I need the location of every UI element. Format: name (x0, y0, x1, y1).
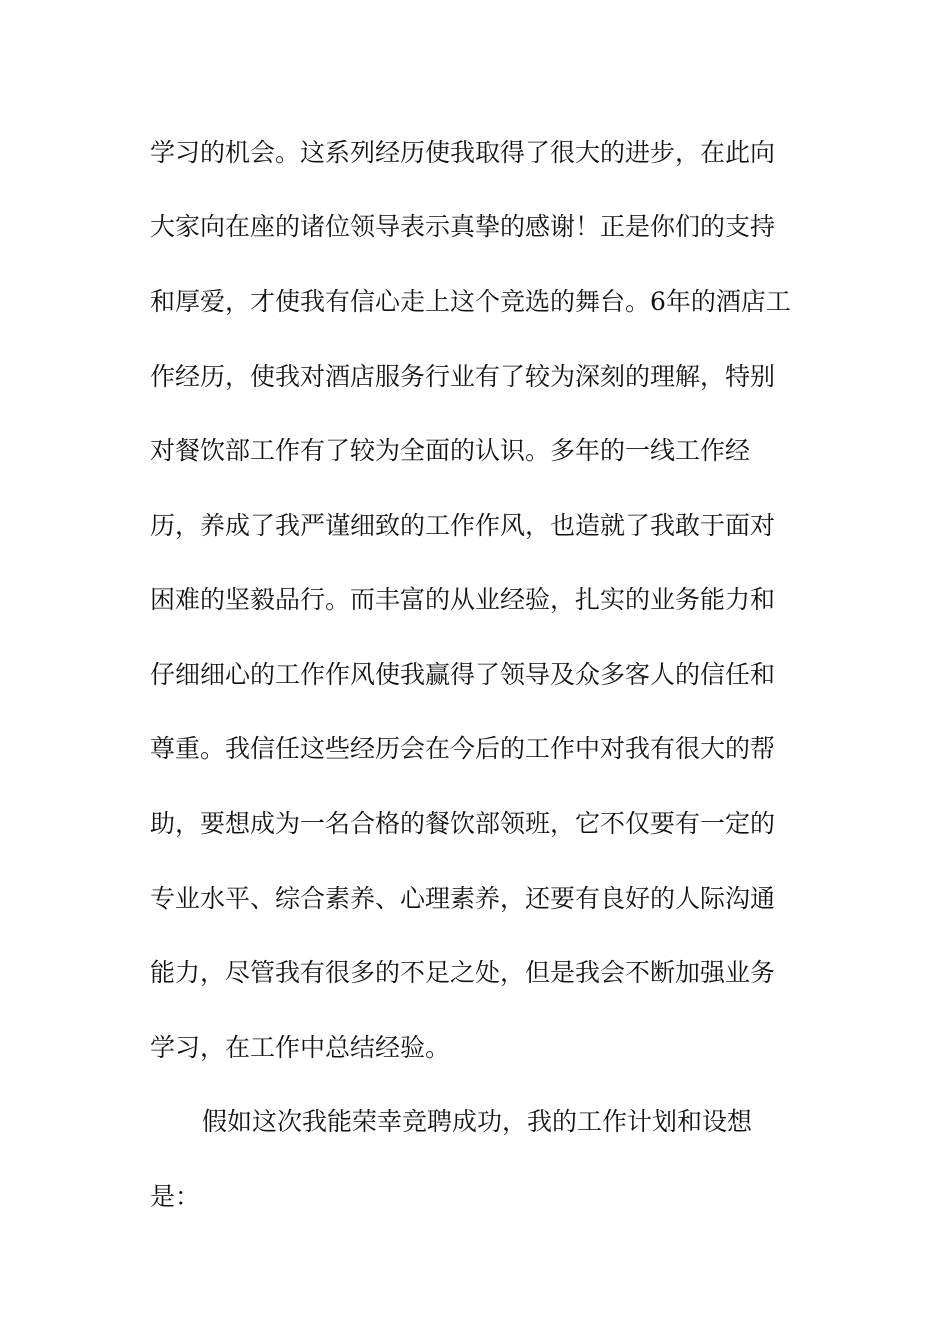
paragraph-line-1: 学习的机会。这系列经历使我取得了很大的进步，在此向 (150, 138, 776, 167)
paragraph-line-14: 假如这次我能荣幸竞聘成功，我的工作计划和设想 (202, 1107, 753, 1136)
paragraph-line-9: 尊重。我信任这些经历会在今后的工作中对我有很大的帮 (150, 734, 776, 763)
paragraph-line-4: 作经历，使我对酒店服务行业有了较为深刻的理解，特别 (150, 362, 776, 391)
paragraph-line-10: 助，要想成为一名合格的餐饮部领班，它不仅要有一定的 (150, 809, 776, 838)
paragraph-line-5: 对餐饮部工作有了较为全面的认识。多年的一线工作经 (150, 436, 751, 465)
paragraph-line-7: 困难的坚毅品行。而丰富的从业经验，扎实的业务能力和 (150, 585, 776, 614)
paragraph-line-8: 仔细细心的工作作风使我赢得了领导及众多客人的信任和 (150, 660, 776, 689)
paragraph-line-13: 学习，在工作中总结经验。 (150, 1033, 451, 1062)
paragraph-line-11: 专业水平、综合素养、心理素养，还要有良好的人际沟通 (150, 884, 776, 913)
paragraph-line-15: 是： (150, 1182, 201, 1211)
paragraph-line-3: 和厚爱，才使我有信心走上这个竞选的舞台。6年的酒店工 (150, 287, 791, 316)
paragraph-line-2: 大家向在座的诸位领导表示真挚的感谢！正是你们的支持 (150, 212, 776, 241)
paragraph-line-12: 能力，尽管我有很多的不足之处，但是我会不断加强业务 (150, 958, 776, 987)
paragraph-line-6: 历，养成了我严谨细致的工作作风，也造就了我敢于面对 (150, 511, 776, 540)
